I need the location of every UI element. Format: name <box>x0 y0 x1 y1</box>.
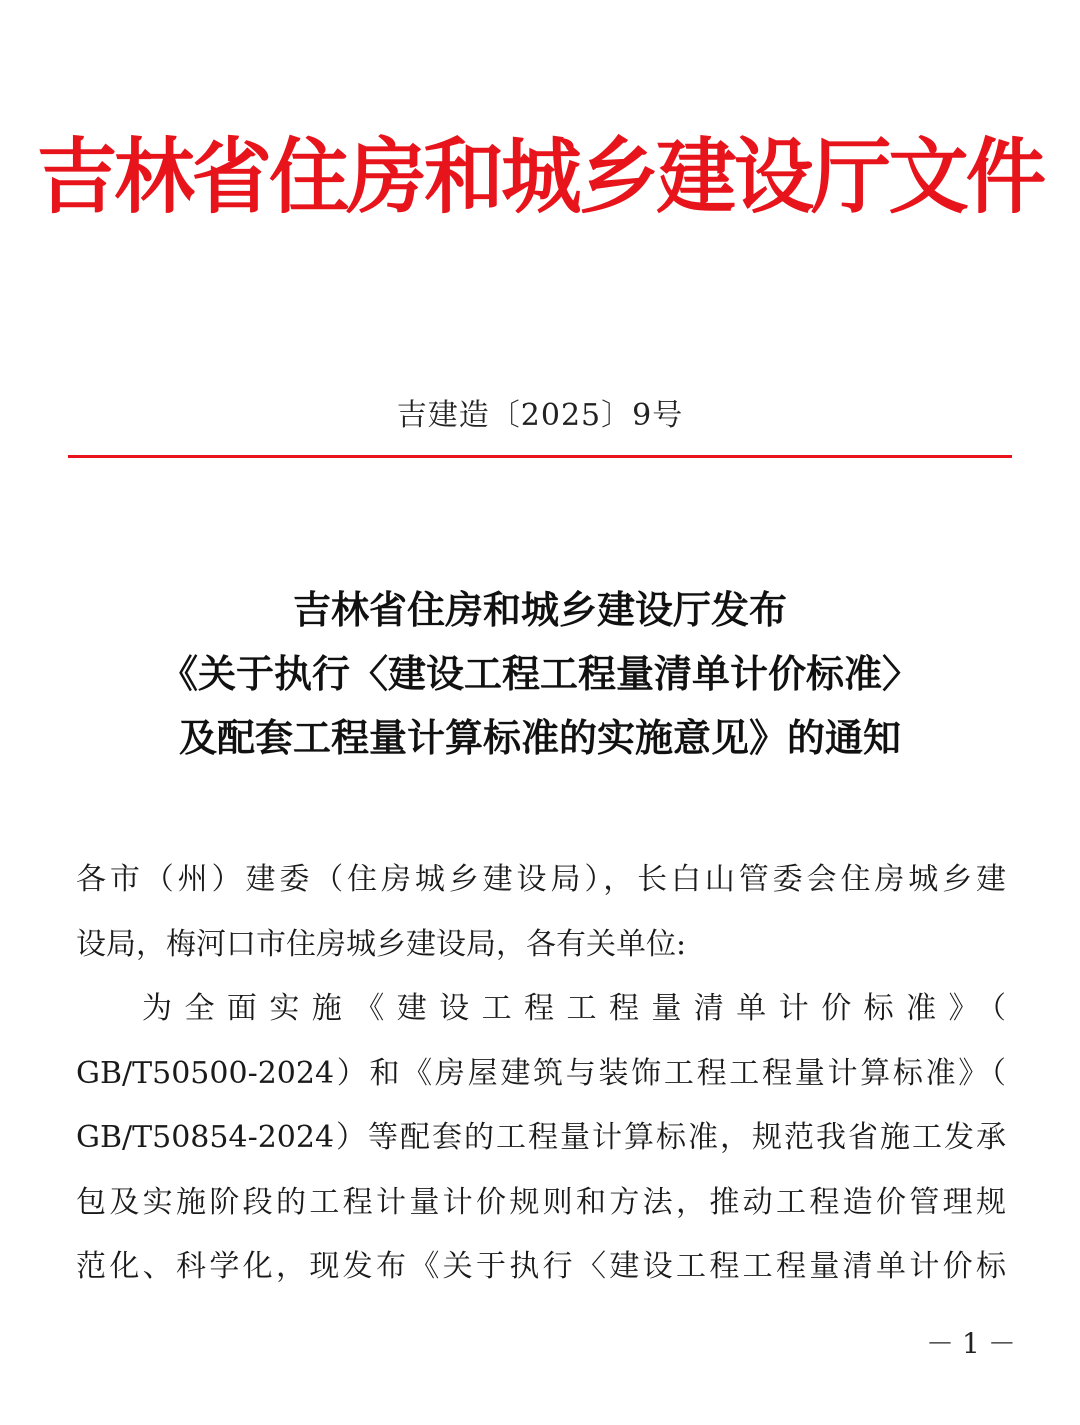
issuer-header: 吉林省住房和城乡建设厅文件 <box>36 129 1044 225</box>
body-line-4: GB/T50500-2024）和《房屋建筑与装饰工程工程量计算标准》（ <box>76 1055 1006 1091</box>
body-line-1: 各市（州）建委（住房城乡建设局），长白山管委会住房城乡建 <box>76 862 1006 897</box>
red-divider-rule <box>68 455 1012 458</box>
body-text <box>76 848 1006 1300</box>
body-line-7: 范化、科学化，现发布《关于执行〈建设工程工程量清单计价标 <box>76 1249 1006 1284</box>
body-line-2: 设局，梅河口市住房城乡建设局，各有关单位: <box>76 926 687 962</box>
notice-title <box>0 578 1080 770</box>
document-number: 吉建造〔2025〕9号 <box>396 398 684 433</box>
page-number: －1－ <box>926 1327 1024 1360</box>
notice-title-line-3: 及配套工程量计算标准的实施意见》的通知 <box>178 715 901 760</box>
body-line-5: GB/T50854-2024）等配套的工程量计算标准，规范我省施工发承 <box>76 1120 1006 1155</box>
body-line-3: 为全面实施《建设工程工程量清单计价标准》（ <box>142 991 1006 1026</box>
notice-title-line-2: 《关于执行〈建设工程工程量清单计价标准〉 <box>159 651 920 696</box>
body-line-6: 包及实施阶段的工程计量计价规则和方法，推动工程造价管理规 <box>76 1184 1006 1220</box>
notice-title-line-1: 吉林省住房和城乡建设厅发布 <box>292 587 787 632</box>
